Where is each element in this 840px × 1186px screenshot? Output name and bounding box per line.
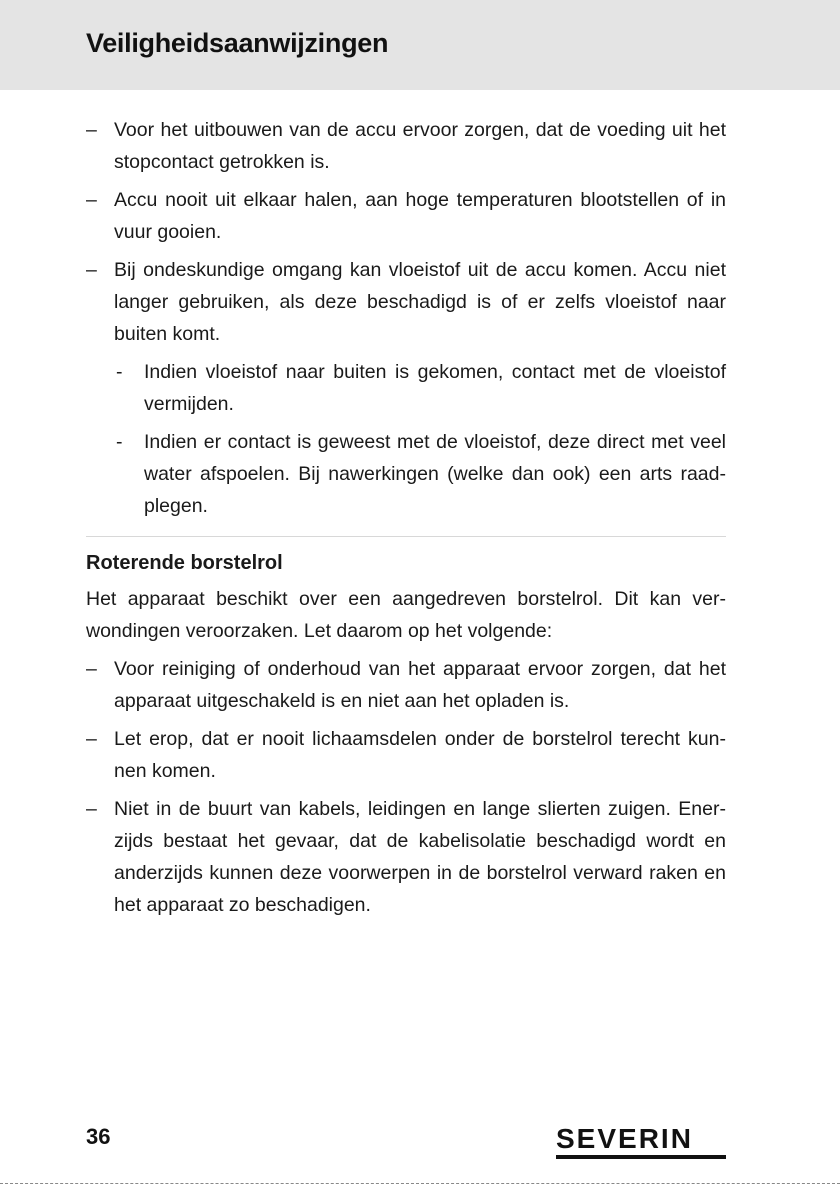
sub-list-item-text: Indien er contact is geweest met de vloeistof, deze direct met veel water afspoelen. Bij nawerkingen (welke dan ook) een arts raad-plegen.	[144, 431, 726, 517]
list-item	[86, 723, 726, 787]
page-number: 36	[86, 1124, 111, 1149]
list-item-text: Accu nooit uit elkaar halen, aan hoge temperaturen blootstellen of in vuur gooien.	[114, 189, 726, 243]
hyphen-bullet: -	[116, 431, 123, 453]
sub-list-item	[86, 356, 726, 420]
list-item-text: Let erop, dat er nooit lichaamsdelen onder de borstelrol terecht kun-nen komen.	[114, 728, 726, 782]
hyphen-bullet: -	[116, 361, 123, 383]
list-item-text: Bij ondeskundige omgang kan vloeistof uit de accu komen. Accu niet langer gebruiken, als deze beschadigd is of er zelfs vloeistof naar buiten komt.	[114, 259, 726, 345]
header-band	[0, 0, 840, 90]
dash-bullet: –	[86, 798, 97, 820]
list-item	[86, 793, 726, 921]
dash-bullet: –	[86, 119, 97, 141]
page-title: Veiligheidsaanwijzingen	[86, 28, 389, 58]
brand-logo	[556, 1124, 726, 1164]
dash-bullet: –	[86, 658, 97, 680]
sub-list-item	[86, 426, 726, 522]
section-intro: Het apparaat beschikt over een aangedreven borstelrol. Dit kan ver-wondingen veroorzaken. Let daarom op het volgende:	[86, 588, 726, 642]
list-item	[86, 653, 726, 717]
brand-name: SEVERIN	[556, 1123, 693, 1154]
list-item	[86, 114, 726, 178]
list-item-text: Voor het uitbouwen van de accu ervoor zorgen, dat de voeding uit het stopcontact getrokken is.	[114, 119, 726, 173]
list-item	[86, 184, 726, 248]
section-divider	[86, 536, 726, 537]
list-item-text: Niet in de buurt van kabels, leidingen en lange slierten zuigen. Ener-zijds bestaat het gevaar, dat de kabelisolatie beschadigd wordt en anderzijds kunnen deze voorwerpen in de borstelrol verward raken en het apparaat zo beschadigen.	[114, 798, 726, 916]
sub-list-item-text: Indien vloeistof naar buiten is gekomen, contact met de vloeistof vermijden.	[144, 361, 726, 415]
content-area	[86, 114, 726, 927]
dash-bullet: –	[86, 728, 97, 750]
dash-bullet: –	[86, 259, 97, 281]
page-bottom-edge	[0, 1183, 840, 1184]
list-item-text: Voor reiniging of onderhoud van het apparaat ervoor zorgen, dat het apparaat uitgeschakeld is en niet aan het opladen is.	[114, 658, 726, 712]
dash-bullet: –	[86, 189, 97, 211]
brand-underline	[556, 1155, 726, 1159]
list-item	[86, 254, 726, 350]
section-heading: Roterende borstelrol	[86, 552, 283, 574]
